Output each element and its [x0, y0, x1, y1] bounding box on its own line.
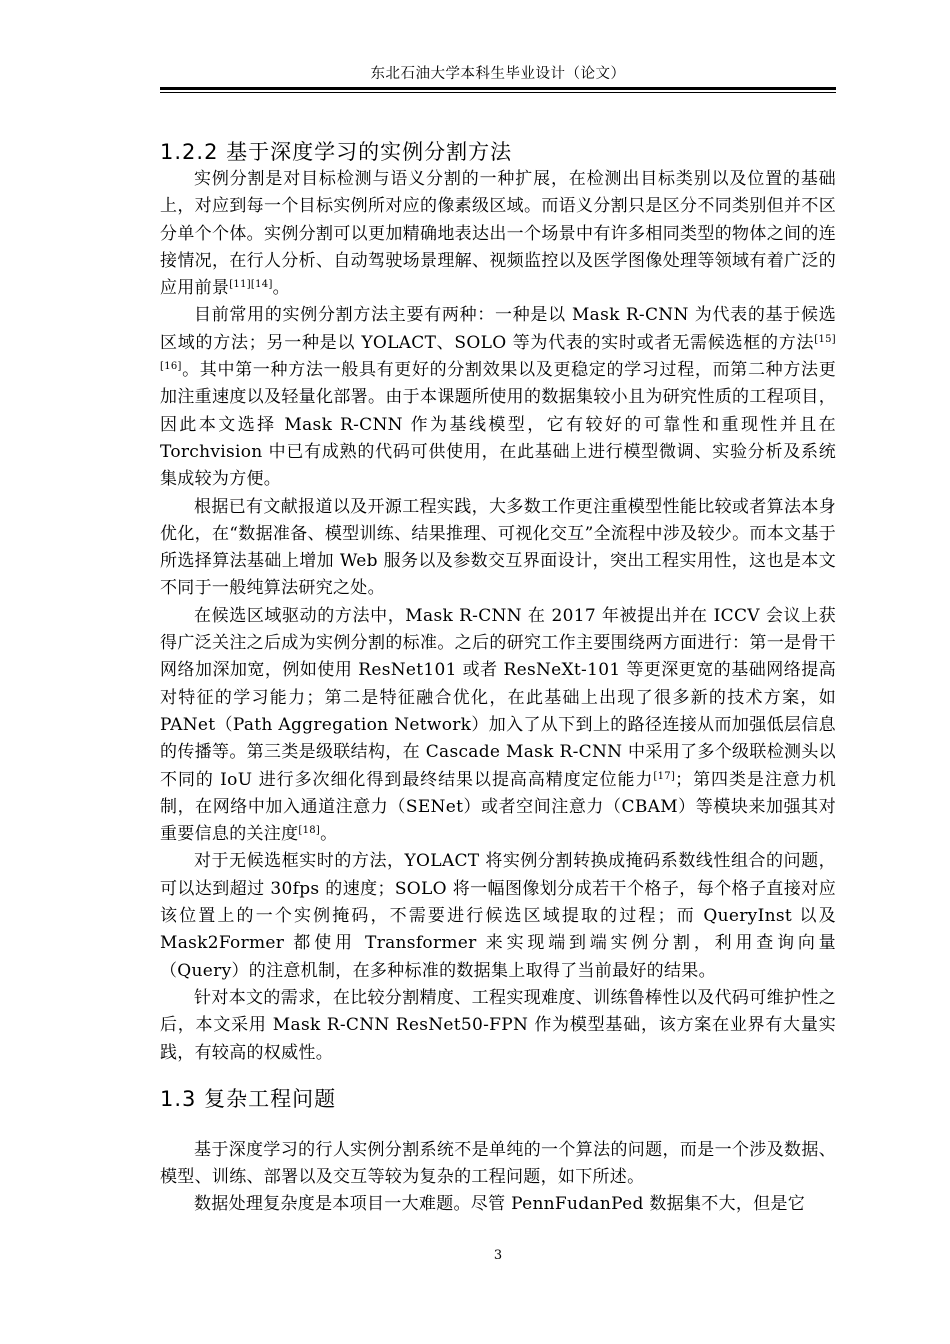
paragraph-2-text-b: 。其中第一种方法一般具有更好的分割效果以及更稳定的学习过程，而第二种方法更加注重速度以及轻量化部署。由于本课题所使用的数据集较小且为研究性质的工程项目，因此本文选择 Mask R-CNN 作为基线模型，它有较好的可靠性和重现性并且在 Torchvision 中已有成熟的代码可供使用，在此基础上进行模型微调、实验分析及系统集成较为方便。 — [160, 360, 836, 490]
header-rule-thick — [160, 87, 836, 90]
paragraph-4-text-c: 。 — [320, 824, 338, 845]
citation-15-16: [15][16] — [160, 333, 836, 373]
paragraph-3: 根据已有文献报道以及开源工程实践，大多数工作更注重模型性能比较或者算法本身优化，在“数据准备、模型训练、结果推理、可视化交互”全流程中涉及较少。而本文基于所选择算法基础上增加 Web 服务以及参数交互界面设计，突出工程实用性，这也是本文不同于一般纯算法研究之处。 — [160, 496, 836, 599]
paragraph-2 — [160, 302, 836, 493]
page-number: 3 — [493, 1248, 503, 1263]
paragraph-4 — [160, 603, 836, 849]
paragraph-1-text: 实例分割是对目标检测与语义分割的一种扩展，在检测出目标类别以及位置的基础上，对应到每一个目标实例所对应的像素级区域。而语义分割只是区分不同类别但并不区分单个个体。实例分割可以更加精确地表达出一个场景中有许多相同类型的物体之间的连接情况，在行人分析、自动驾驶场景理解、视频监控以及医学图像处理等领域有着广泛的应用前景 — [160, 169, 836, 299]
paragraph-7: 基于深度学习的行人实例分割系统不是单纯的一个算法的问题，而是一个涉及数据、模型、训练、部署以及交互等较为复杂的工程问题，如下所述。 — [160, 1139, 836, 1188]
page-body — [160, 128, 836, 1219]
paragraph-1 — [160, 166, 836, 302]
paragraph-5: 对于无候选框实时的方法，YOLACT 将实例分割转换成掩码系数线性组合的问题，可以达到超过 30fps 的速度；SOLO 将一幅图像划分成若干个格子，每个格子直接对应该位置上的一个实例掩码，不需要进行候选区域提取的过程；而 QueryInst 以及 Mask2Former 都使用 Transformer 来实现端到端实例分割，利用查询向量（Query）的注意机制，在多种标准的数据集上取得了当前最好的结果。 — [160, 851, 836, 981]
paragraph-4-text-a: 在候选区域驱动的方法中，Mask R-CNN 在 2017 年被提出并在 ICCV 会议上获得广泛关注之后成为实例分割的标准。之后的研究工作主要围绕两方面进行：第一是骨干网络加深加宽，例如使用 ResNet101 或者 ResNeXt-101 等更深更宽的基础网络提高对特征的学习能力；第二是特征融合优化，在此基础上出现了很多新的技术方案，如 PANet（Path Aggregation Network）加入了从下到上的路径连接从而加强低层信息的传播等。第三类是级联结构，在 Cascade Mask R-CNN 中采用了多个级联检测头以不同的 IoU 进行多次细化得到最终结果以提高高精度定位能力 — [160, 605, 836, 790]
citation-11-14: [11][14] — [229, 279, 273, 291]
paragraph-4-text-b: ；第四类是注意力机制，在网络中加入通道注意力（SENet）或者空间注意力（CBAM）等模块来加强其对重要信息的关注度 — [160, 769, 836, 845]
citation-18: [18] — [298, 825, 321, 837]
running-header: 东北石油大学本科生毕业设计（论文） — [370, 66, 626, 82]
header-rule-thin — [160, 92, 836, 93]
citation-17: [17] — [653, 770, 676, 782]
paragraph-8: 数据处理复杂度是本项目一大难题。尽管 PennFudanPed 数据集不大，但是它 — [194, 1194, 806, 1215]
paragraph-1-end: 。 — [272, 278, 290, 299]
section-heading-1-2-2: 1.2.2 基于深度学习的实例分割方法 — [160, 140, 513, 164]
section-heading-1-3: 1.3 复杂工程问题 — [160, 1086, 337, 1111]
paragraph-2-text-a: 目前常用的实例分割方法主要有两种：一种是以 Mask R-CNN 为代表的基于候选区域的方法；另一种是以 YOLACT、SOLO 等为代表的实时或者无需候选框的方法 — [160, 305, 836, 353]
paragraph-6: 针对本文的需求，在比较分割精度、工程实现难度、训练鲁棒性以及代码可维护性之后，本文采用 Mask R-CNN ResNet50-FPN 作为模型基础，该方案在业界有大量实践，有较高的权威性。 — [160, 987, 836, 1063]
